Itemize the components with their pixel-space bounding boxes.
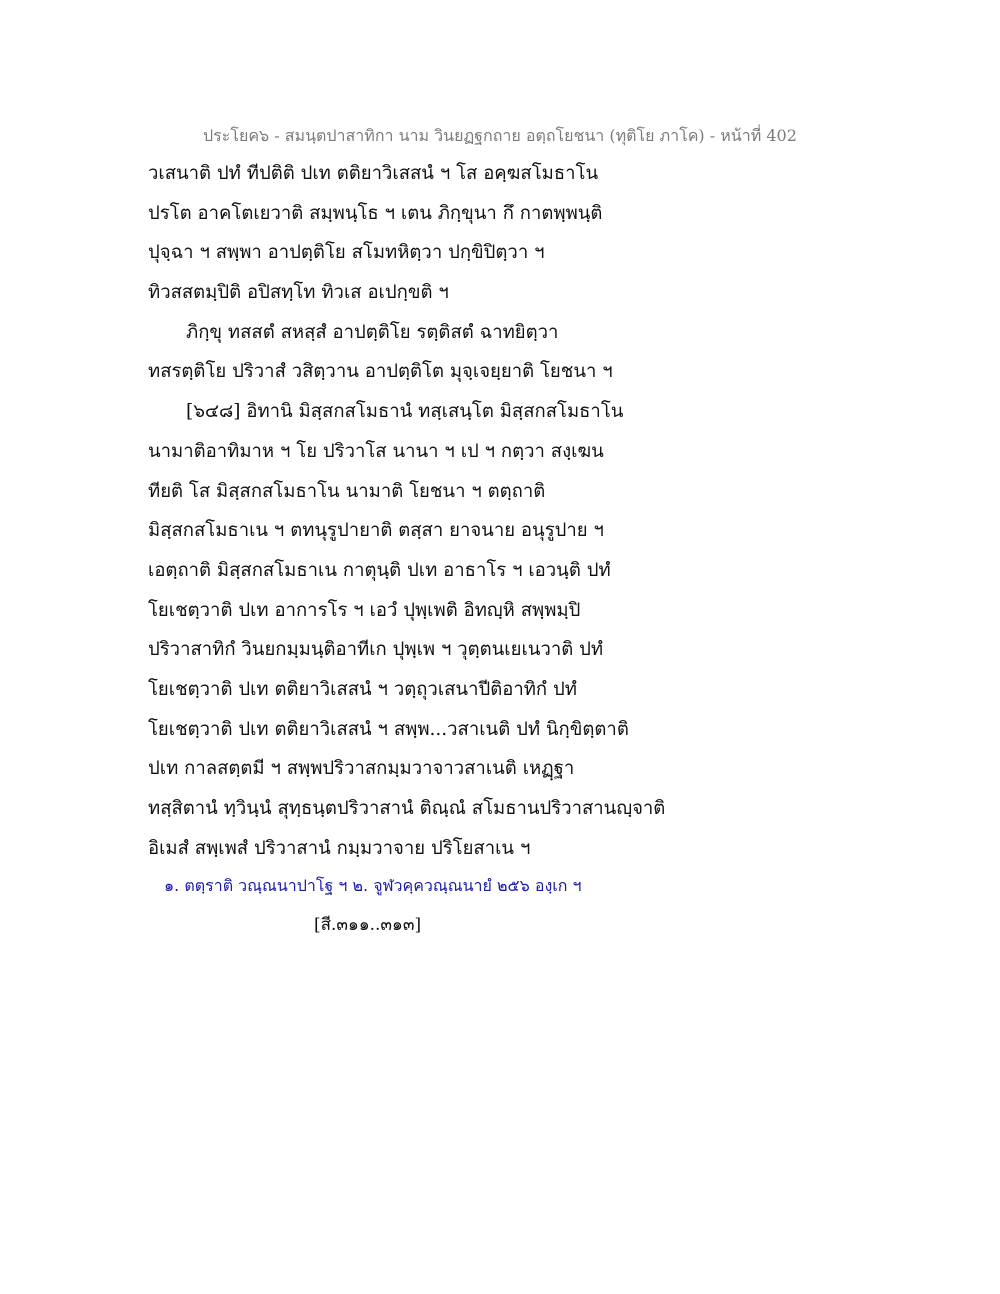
text-line: ปรโต อาคโตเยวาติ สมฺพนฺโธ ฯ เตน ภิกฺขุนา กึ กาตพฺพนฺติ xyxy=(148,202,603,224)
text-line: เอตฺถาติ มิสฺสกสโมธาเน กาตุนฺติ ปเท อาธาโร ฯ เอวนฺติ ปทํ xyxy=(148,559,611,581)
text-line: อิเมสํ สพฺเพสํ ปริวาสานํ กมฺมวาจาย ปริโยสาเน ฯ xyxy=(148,837,531,859)
text-line: วเสนาติ ปทํ ทีปติติ ปเท ตติยาวิเสสนํ ฯ โส อคฺฆสโมธาโน xyxy=(148,163,599,184)
text-line: ทิวสสตมฺปิติ อปิสทฺโท ทิวเส อเปกฺขติ ฯ xyxy=(148,282,449,304)
page-reference: [สี.๓๑๑..๓๑๓] xyxy=(314,915,422,935)
text-line: มิสฺสกสโมธาเน ฯ ตทนุรูปายาติ ตสฺสา ยาจนาย อนุรูปาย ฯ xyxy=(148,520,604,542)
text-line: ปเท กาลสตฺตมี ฯ สพฺพปริวาสกมฺมวาจาวสาเนติ เหฏฺฐา xyxy=(148,758,575,780)
page-header: ประโยค๖ - สมนฺตปาสาทิกา นาม วินยฏฐกถาย อตฺถโยชนา (ทุติโย ภาโค) - หน้าที่ 402 xyxy=(203,126,797,145)
text-line: ทสรตฺติโย ปริวาสํ วสิตฺวาน อาปตฺติโต มุจฺเจยฺยาติ โยชนา ฯ xyxy=(148,361,613,383)
body-text xyxy=(148,159,848,873)
footnote: ๑. ตตฺราติ วณฺณนาปาโฐ ฯ ๒. จูฬวคฺควณฺณนายํ ๒๕๖ องฺเก ฯ xyxy=(164,876,582,895)
text-line: ภิกฺขุ ทสสตํ สหสฺสํ อาปตฺติโย รตฺติสตํ ฉาทยิตฺวา xyxy=(186,321,559,343)
text-line: นามาติอาทิมาห ฯ โย ปริวาโส นานา ฯ เป ฯ กตฺวา สงฺเฆน xyxy=(148,440,604,462)
text-line: โยเชตฺวาติ ปเท อาการโร ฯ เอวํ ปุพฺเพติ อิทญฺหิ สพฺพมฺปิ xyxy=(148,599,581,621)
text-line: โยเชตฺวาติ ปเท ตติยาวิเสสนํ ฯ วตฺถุวเสนาปีติอาทิกํ ปทํ xyxy=(148,678,577,700)
text-line: ทียติ โส มิสฺสกสโมธาโน นามาติ โยชนา ฯ ตตฺถาติ xyxy=(148,480,546,502)
text-line: ปริวาสาทิกํ วินยกมฺมนฺติอาทีเก ปุพฺเพ ฯ วุตฺตนเยเนวาติ ปทํ xyxy=(148,639,604,661)
text-line: ทสฺสิตานํ ทฺวินฺนํ สุทฺธนฺตปริวาสานํ ติณฺณํ สโมธานปริวาสานญฺจาติ xyxy=(148,798,666,819)
text-line: โยเชตฺวาติ ปเท ตติยาวิเสสนํ ฯ สพฺพ...วสาเนติ ปทํ นิกฺขิตฺตาติ xyxy=(148,718,629,740)
text-line: ปุจฺฉา ฯ สพฺพา อาปตฺติโย สโมทหิตฺวา ปกฺขิปิตฺวา ฯ xyxy=(148,242,545,264)
text-line: [๖๔๘] อิทานิ มิสฺสกสโมธานํ ทสฺเสนฺโต มิสฺสกสโมธาโน xyxy=(186,401,624,423)
